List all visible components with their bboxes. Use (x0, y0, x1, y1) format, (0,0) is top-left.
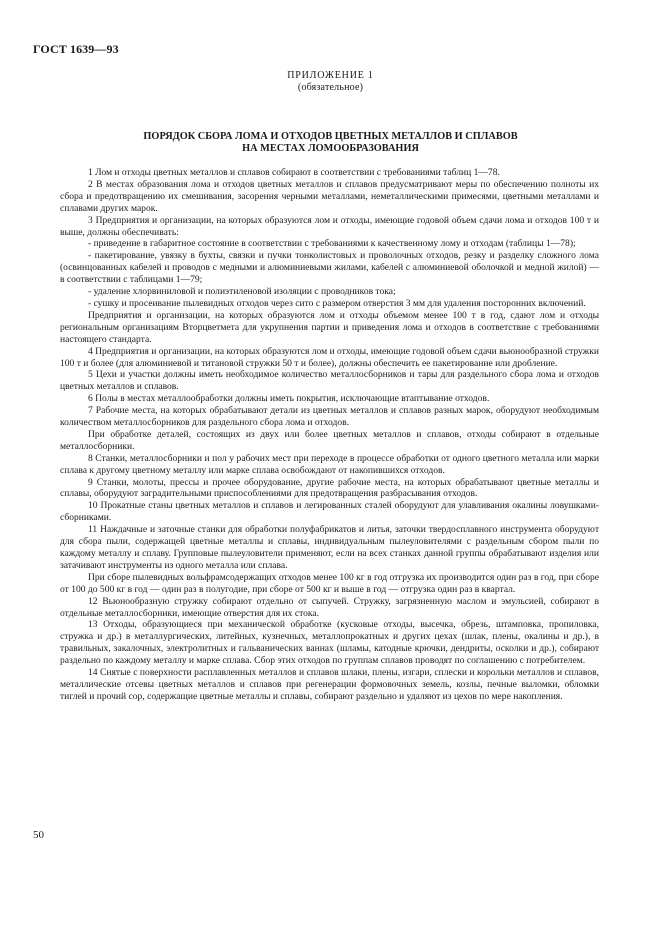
title-line-1: ПОРЯДОК СБОРА ЛОМА И ОТХОДОВ ЦВЕТНЫХ МЕТАЛЛОВ И СПЛАВОВ (143, 131, 518, 142)
body-text (60, 167, 599, 703)
paragraph: 14 Снятые с поверхности расплавленных металлов и сплавов шлаки, плены, изгари, сплески и корольки металлов и сплавов, металлические отсевы цветных металлов и сплавов при регенерации формовочных земель, козлы, печные выломки, обломки тиглей и прочий сор, содержащие цветные металлы и сплавы, собирают раздельно и удаляют из цехов по мере накопления. (60, 667, 599, 702)
paragraph: При обработке деталей, состоящих из двух или более цветных металлов и сплавов, отходы собирают в отдельные металлосборники. (60, 428, 599, 452)
paragraph: 5 Цехи и участки должны иметь необходимое количество металлосборников и тары для раздельного сбора лома и отходов цветных металлов и сплавов. (60, 369, 599, 393)
paragraph: Предприятия и организации, на которых образуются лом и отходы объемом менее 100 т в год, сдают лом и отходы региональным организациям Вторцветмета для укрупнения партии и приведения лома и отходов в соответствие с требованиями настоящего стандарта. (60, 309, 599, 345)
paragraph: 4 Предприятия и организации, на которых образуются лом и отходы, имеющие годовой объем сдачи вьюнообразной стружки 100 т и более (для алюминиевой и титановой стружки 50 т и более), должны обеспечить ее пакетирование или дробление. (60, 345, 600, 369)
paragraph: 11 Наждачные и заточные станки для обработки полуфабрикатов и литья, заточки твердосплавного инструмента оборудуют для сбора пыли, содержащей цветные металлы и сплавы, индивидуальным пылеуловителями с раздельным сбором пыли по каждому металлу и сплаву. Групповые пылеуловители применяют, если на всех станках данной группы обрабатывают изделия или затачивают инструменты из одного металла или сплава. (60, 524, 599, 571)
paragraph: - удаление хлорвиниловой и полиэтиленовой изоляции с проводников тока; (88, 286, 396, 298)
paragraph: 7 Рабочие места, на которых обрабатывают детали из цветных металлов и сплавов разных марок, оборудуют необходимым количеством металлосборников для раздельного сбора лома и отходов. (60, 405, 599, 429)
appendix-status: (обязательное) (297, 82, 364, 93)
appendix-label: ПРИЛОЖЕНИЕ 1 (287, 70, 374, 81)
paragraph: При сборе пылевидных вольфрамсодержащих отходов менее 100 кг в год отгрузка их производится один раз в год, при сборе от 100 до 500 кг в год — один раз в полугодие, при сборе от 500 кг и выше в год — отгрузка один раз в квартал. (60, 571, 599, 595)
paragraph: 8 Станки, металлосборники и пол у рабочих мест при переходе в процессе обработки от одного цветного металла или марки сплава к другому цветному металлу или марке сплава освобождают от накопившихся отходов. (60, 452, 599, 476)
paragraph: 3 Предприятия и организации, на которых образуются лом и отходы, имеющие годовой объем сдачи лома и отходов 100 т и выше, должны обеспечивать: (60, 214, 599, 238)
paragraph: 1 Лом и отходы цветных металлов и сплавов собирают в соответствии с требованиями таблиц 1—78. (88, 167, 500, 178)
paragraph: 6 Полы в местах металлообработки должны иметь покрытия, исключающие втаптывание отходов. (88, 393, 490, 405)
document-title (60, 131, 601, 154)
paragraph: 2 В местах образования лома и отходов цветных металлов и сплавов предусматривают меры по обеспечению полноты их сбора и предотвращению их смешивания, засорения черными металлами, неметаллическими примесями, цветными металлами и сплавами других марок. (60, 178, 599, 214)
paragraph: - приведение в габаритное состояние в соответствии с требованиями к качественному лому и отходам (таблицы 1—78); (88, 238, 576, 250)
appendix-heading (0, 70, 661, 94)
standard-code-header: ГОСТ 1639—93 (33, 42, 119, 56)
paragraph: 13 Отходы, образующиеся при механической обработке (кусковые отходы, высечка, обрезь, штамповка, пропиловка, стружка и др.) в металлургических, литейных, кузнечных, металлопрокатных и других цехах (шлак, плены, окалины и др.), в травильных, закалочных, электролитных и гальванических ваннах (шламы, катодные крючки, дендриты, осколки и др.), собирают раздельно по каждому металлу и марке сплава. Сбор этих отходов по группам сплавов проводят по соглашению с потребителем. (60, 619, 599, 667)
paragraph: 9 Станки, молоты, прессы и прочее оборудование, другие рабочие места, на которых обрабатывают цветные металлы и сплавы, оборудуют заградительными приспособлениями для предотвращения разбрасывания отходов. (60, 476, 599, 500)
title-line-2: НА МЕСТАХ ЛОМООБРАЗОВАНИЯ (242, 142, 419, 154)
paragraph: - сушку и просеивание пылевидных отходов через сито с размером отверстия 3 мм для удаления посторонних включений. (88, 297, 586, 309)
paragraph: 12 Вьюнообразную стружку собирают отдельно от сыпучей. Стружку, загрязненную маслом и эмульсией, собирают в отдельные металлосборники, имеющие отверстия для их стока. (60, 595, 599, 619)
paragraph: - пакетирование, увязку в бухты, связки и пучки тонколистовых и проволочных отходов, резку и разделку сложного лома (освинцованных кабелей и проводов с медными и алюминиевыми жилами, кабелей с алюминиевой оболочкой и медной жилой) — в соответствии с таблицами 1—79; (60, 250, 599, 286)
paragraph: 10 Прокатные станы цветных металлов и сплавов и легированных сталей оборудуют для улавливания окалины ловушками-сборниками. (60, 500, 599, 524)
page-number: 50 (33, 829, 44, 841)
